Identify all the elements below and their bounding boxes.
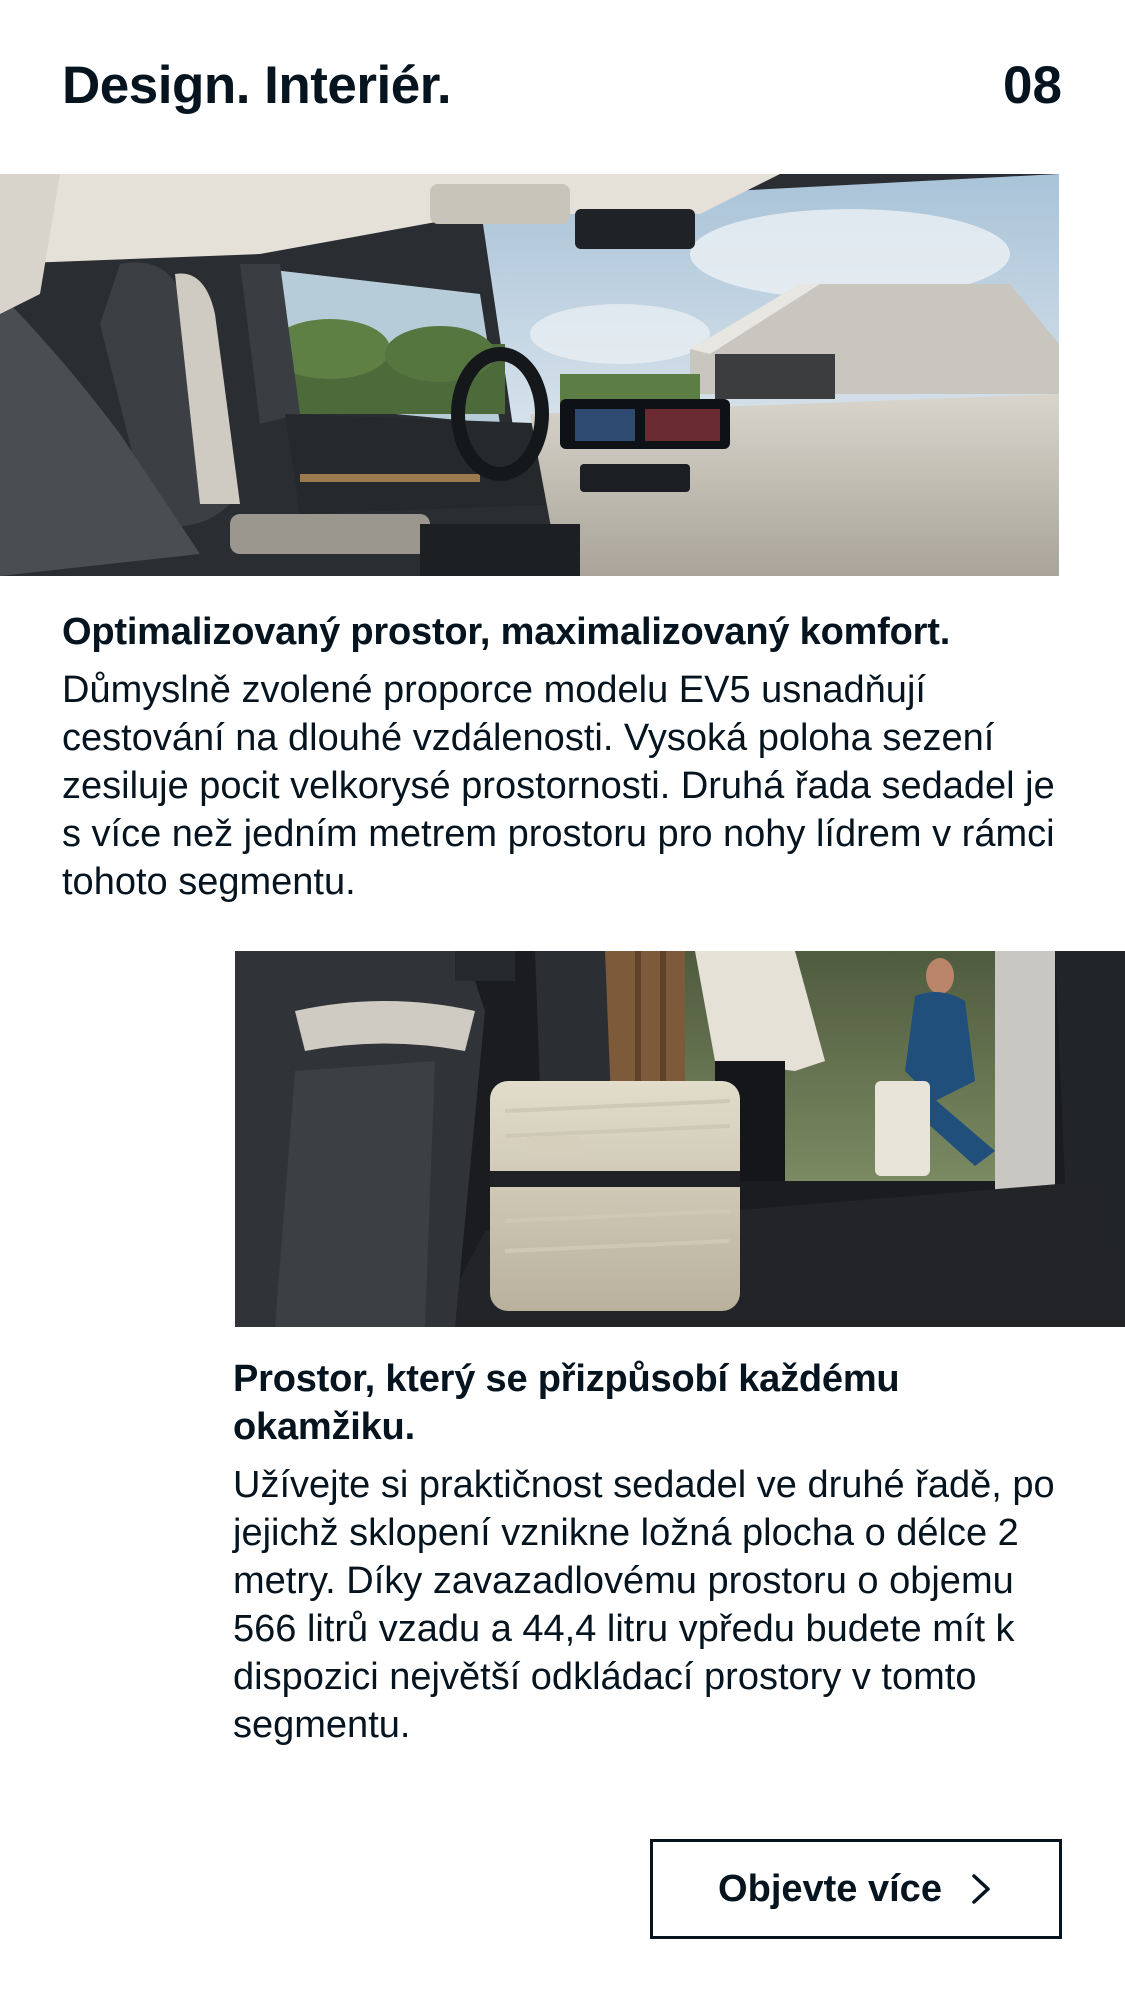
section-cargo-body: Užívejte si praktičnost sedadel ve druhé řadě, po jejichž sklopení vznikne ložná plocha o délce 2 metry. Díky zavazadlovému prostoru o objemu 566 litrů vzadu a 44,4 litru vpředu budete mít k dispozici největší odkládací prostory v tomto segmentu. (233, 1464, 1055, 1746)
interior-dashboard-photo (0, 174, 1059, 576)
page-header (62, 50, 1062, 120)
section-comfort-heading: Optimalizovaný prostor, maximalizovaný komfort. (62, 611, 951, 653)
discover-more-button[interactable] (650, 1839, 1062, 1939)
discover-more-label: Objevte více (718, 1867, 942, 1910)
trunk-luggage-photo (235, 951, 1125, 1327)
page-number: 08 (1003, 55, 1062, 115)
section-comfort (62, 608, 1072, 906)
section-cargo-heading: Prostor, který se přizpůsobí každému okamžiku. (233, 1358, 900, 1448)
section-comfort-body: Důmyslně zvolené proporce modelu EV5 usnadňují cestování na dlouhé vzdálenosti. Vysoká poloha sezení zesiluje pocit velkorysé prostornosti. Druhá řada sedadel je s více než jedním metrem prostoru pro nohy lídrem v rámci tohoto segmentu. (62, 669, 1055, 903)
page-title: Design. Interiér. (62, 55, 452, 115)
chevron-right-icon (968, 1872, 994, 1906)
section-cargo (233, 1355, 1073, 1749)
